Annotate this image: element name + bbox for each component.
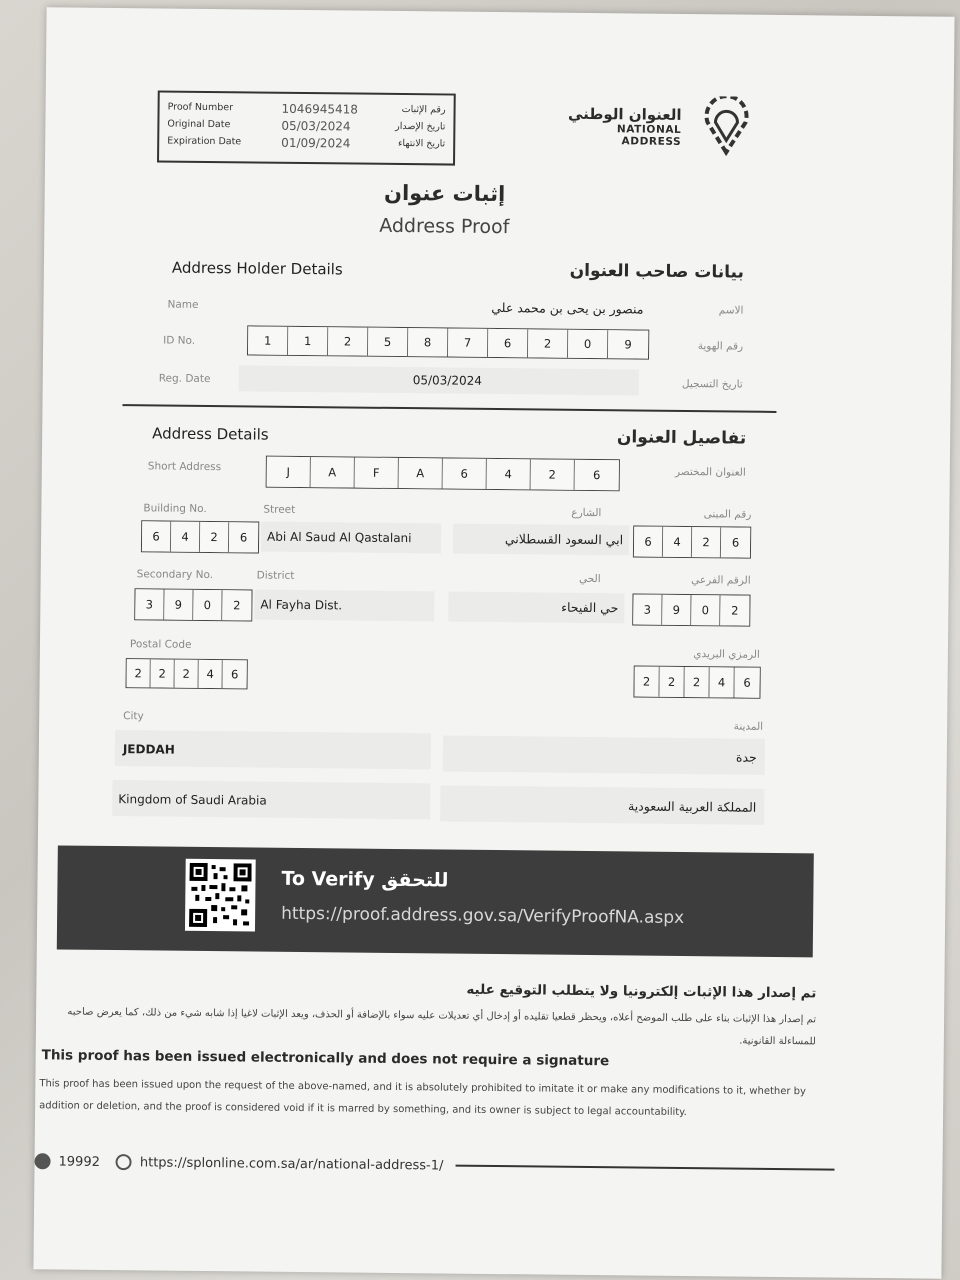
secondary-number-label: Secondary No. [136,568,214,582]
expiration-date-label-ar: تاريخ الانتهاء [397,137,446,150]
district-label: District [256,569,295,582]
name-value: منصور بن يحى بن محمد علي [491,299,644,317]
street-value: Abi Al Saud Al Qastalani [267,529,412,546]
city-value: JEDDAH [122,742,175,757]
building-digit: 2 [692,527,721,557]
district-value: Al Fayha Dist. [260,597,343,613]
reg-date-value: 05/03/2024 [412,373,482,388]
reg-date-label: Reg. Date [158,372,211,386]
building-digit: 6 [634,526,663,556]
id-label-ar: رقم الهوية [697,340,744,353]
street-label-ar: الشارع [571,506,602,520]
secondary-digit: 3 [135,589,164,619]
short-address-label-ar: العنوان المختصر [674,465,746,479]
footer-rule [455,1165,834,1171]
building-label-ar: رقم المبنى [703,508,752,521]
verify-title: To Verify للتحقق [281,867,449,892]
short-address-boxes [266,456,620,492]
expiration-date-label: Expiration Date [167,135,242,148]
short-address-char: A [311,457,355,487]
page-title: Address Proof [379,214,510,239]
postal-code-boxes [126,658,248,689]
holder-heading-ar: بيانات صاحب العنوان [569,260,744,283]
notice-body-ar: تم إصدار هذا الإثبات بناء على طلب الموضح أعلاه، ويحظر قطعيا تقليده أو إدخال أي تعديلات عليه سواء بالإضافة أو الحذف، ويعد الإثبات لاغيا إذا شابه شيء من ذلك، كما يعرض صاحبه للمساءلة القانونية. [67,1006,817,1048]
national-address-logo [553,95,774,167]
short-address-char: 2 [531,459,575,489]
secondary-number-label-ar: الرقم الفرعي [691,574,751,587]
building-label: Building No. [143,502,207,515]
short-address-char: 4 [487,459,531,489]
id-digit: 8 [408,328,448,356]
reg-date-label-ar: تاريخ التسجيل [681,377,743,391]
qr-code-icon[interactable] [185,859,256,932]
section-divider [122,404,776,413]
short-address-char: J [267,457,311,487]
building-digit: 6 [721,527,750,557]
building-number-boxes-ar [633,525,751,558]
id-digit: 9 [608,330,648,358]
verify-banner [57,845,814,957]
proof-number-label-ar: رقم الإثبات [401,104,446,116]
building-number-boxes [141,520,259,553]
id-digit: 1 [248,326,288,354]
short-address-label: Short Address [147,460,222,474]
postal-digit: 6 [734,668,759,698]
postal-digit: 2 [175,660,199,688]
id-digit: 7 [448,329,488,357]
notice-body: This proof has been issued upon the request of the above-named, and it is absolutely prohibited to imitate it or make any modifications to it, whether by addition or deletion, and the proof is considered void if it is marred by something, and its owner is subject to legal accountability. [39,1078,807,1119]
secondary-digit: 9 [662,595,691,625]
postal-code-boxes-ar [633,665,760,698]
building-digit: 2 [200,522,229,552]
short-address-char: A [399,458,443,488]
location-pin-icon [695,96,758,159]
id-number-boxes [247,325,649,359]
secondary-number-boxes-ar [632,593,750,626]
address-heading-ar: تفاصيل العنوان [616,427,747,449]
postal-digit: 2 [634,666,659,696]
original-date-label-ar: تاريخ الإصدار [395,120,446,133]
id-digit: 5 [368,328,408,356]
secondary-digit: 0 [691,595,720,625]
id-digit: 2 [528,329,568,357]
name-label-ar: الاسم [718,304,744,317]
original-date-value: 05/03/2024 [281,118,351,133]
postal-code-label-ar: الرمزي البريدي [693,648,760,661]
id-label: ID No. [163,334,196,347]
short-address-char: 6 [575,460,619,490]
city-label-ar: المدينة [733,720,764,733]
postal-digit: 2 [659,667,684,697]
original-date-label: Original Date [167,118,231,131]
short-address-char: 6 [443,458,487,488]
proof-number-value: 1046945418 [281,101,359,117]
id-digit: 1 [288,327,328,355]
postal-digit: 2 [684,667,709,697]
postal-digit: 2 [151,659,175,687]
logo-text-en: NATIONAL ADDRESS [616,123,682,148]
expiration-date-value: 01/09/2024 [281,135,351,150]
district-label-ar: الحي [578,572,601,586]
postal-digit: 2 [127,659,151,687]
secondary-digit: 3 [633,594,662,624]
page-title-ar: إثبات عنوان [383,180,506,207]
building-digit: 4 [663,527,692,557]
holder-heading: Address Holder Details [171,258,343,279]
street-label: Street [263,503,296,516]
postal-digit: 4 [199,660,223,688]
building-digit: 6 [229,522,258,552]
verify-link[interactable]: https://proof.address.gov.sa/VerifyProofNA.aspx [281,903,685,929]
phone-icon [34,1153,50,1169]
district-value-ar: حي الفيحاء [561,599,619,616]
document-page [33,7,954,1278]
city-value-ar: جدة [735,749,757,765]
postal-code-label: Postal Code [129,638,192,651]
notice-title-ar: تم إصدار هذا الإثبات إلكترونيا ولا يتطلب التوقيع عليه [466,981,817,1002]
globe-icon [116,1154,132,1170]
proof-number-label: Proof Number [167,101,234,114]
logo-text-ar: العنوان الوطني [567,104,682,124]
name-label: Name [167,298,199,311]
expiration-date-row [167,133,445,153]
building-digit: 4 [171,522,200,552]
secondary-digit: 9 [164,590,193,620]
id-digit: 2 [328,327,368,355]
id-digit: 0 [568,330,608,358]
secondary-digit: 2 [222,590,251,620]
address-heading: Address Details [152,424,269,444]
secondary-digit: 0 [193,590,222,620]
country-value: Kingdom of Saudi Arabia [118,792,267,808]
street-value-ar: ابي السعود القسطلاني [504,531,624,548]
id-digit: 6 [488,329,528,357]
notice-title: This proof has been issued electronically and does not require a signature [41,1047,610,1070]
building-digit: 6 [142,521,171,551]
footer-link[interactable]: https://splonline.com.sa/ar/national-address-1/ [139,1154,444,1173]
secondary-digit: 2 [720,595,749,625]
country-value-ar: المملكة العربية السعودية [627,798,757,815]
footer [34,1153,834,1177]
footer-phone[interactable]: 19992 [58,1153,100,1170]
proof-info-box [157,90,456,165]
city-label: City [123,710,144,723]
secondary-number-boxes [134,588,252,621]
postal-digit: 4 [709,667,734,697]
postal-digit: 6 [223,660,247,688]
short-address-char: F [355,458,399,488]
